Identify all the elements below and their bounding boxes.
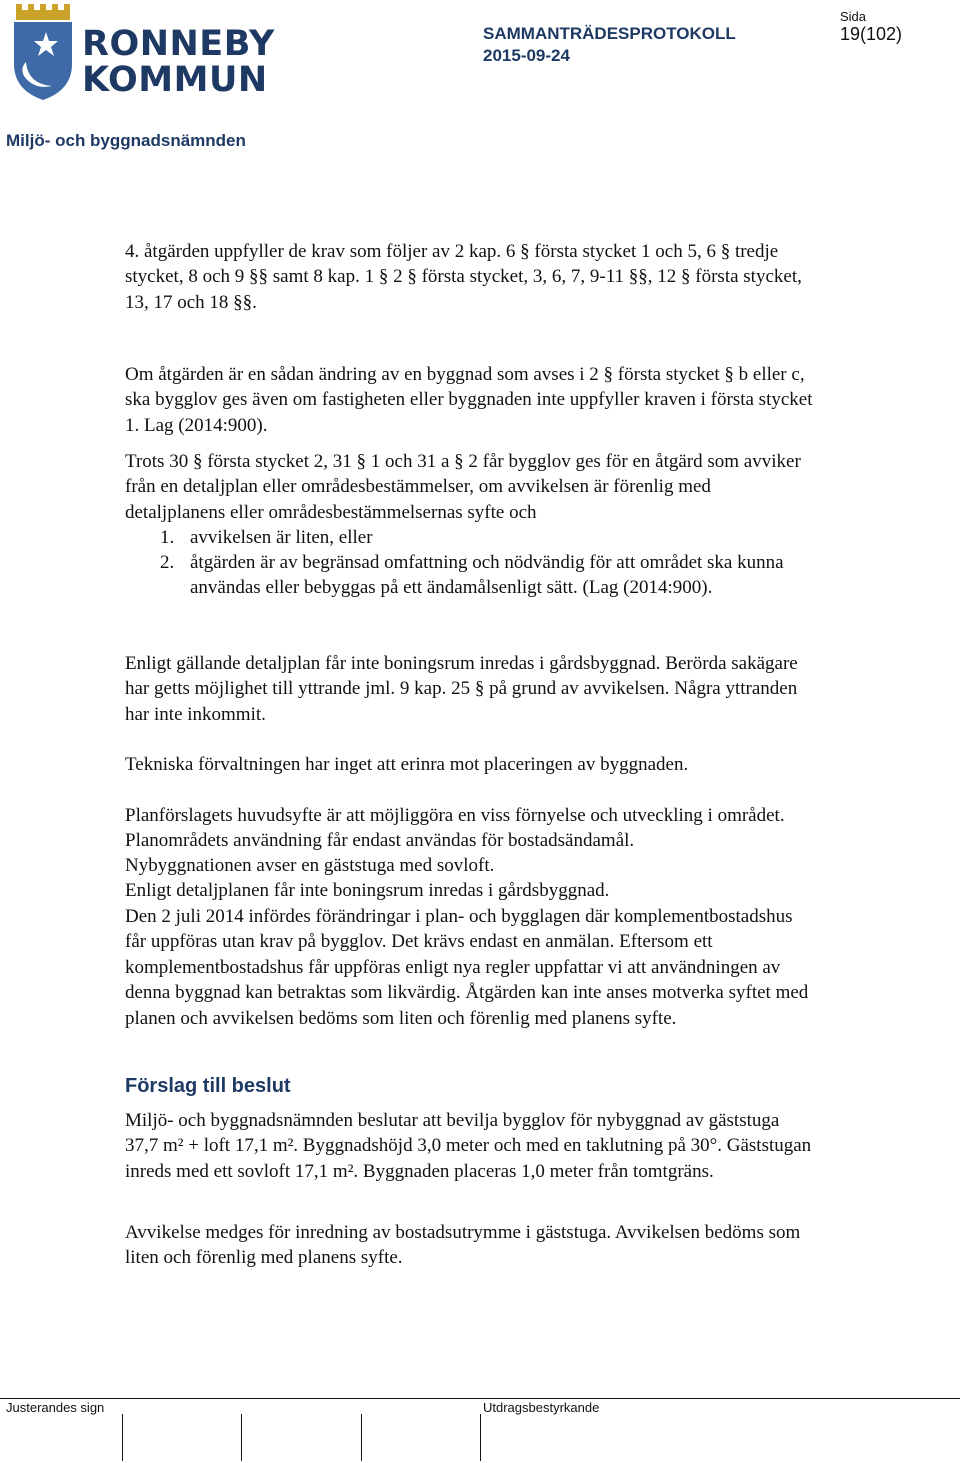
footer-divider: [0, 1398, 960, 1399]
page-label: Sida: [840, 9, 867, 24]
list-number: 2.: [160, 552, 175, 573]
signature-box-divider: [122, 1414, 123, 1461]
document-type: SAMMANTRÄDESPROTOKOLL: [483, 24, 736, 43]
paragraph-nybyggnation: Nybyggnationen avser en gäststuga med sovloft.: [125, 855, 495, 876]
paragraph-condition-4: 4. åtgärden uppfyller de krav som följer av 2 kap. 6 § första stycket 1 och 5, 6 § tredje stycket, 8 och 9 §§ samt 8 kap. 1 § 2 § första stycket, 3, 6, 7, 9-11 §§, 12 § första stycket, 13, 17 och 18 §§.: [125, 241, 802, 313]
paragraph-pbl-andring: Den 2 juli 2014 infördes förändringar i plan- och bygglagen där komplementbostadshus får uppföras utan krav på bygglov. Det krävs endast en anmälan. Eftersom ett komplementbostadshus får uppföras enligt nya regler uppfattar vi att användningen av denna byggnad kan betraktas som likvärdig. Åtgärden kan inte anses motverka syftet med planen och avvikelsen bedöms som liten och förenlig med planens syfte.: [125, 906, 809, 1029]
signature-box-divider: [361, 1414, 362, 1461]
list-number: 1.: [160, 527, 175, 548]
paragraph-beslut: Miljö- och byggnadsnämnden beslutar att bevilja bygglov för nybyggnad av gäststuga 37,7 m² + loft 17,1 m². Byggnadshöjd 3,0 meter och med en taklutning på 30°. Gäststugan inreds med ett sovloft 17,1 m². Byggnaden placeras 1,0 meter från tomtgräns.: [125, 1110, 812, 1182]
paragraph-andring: Om åtgärden är en sådan ändring av en byggnad som avses i 2 § första stycket § b eller c, ska bygglov ges även om fastigheten eller byggnaden inte uppfyller kraven i första stycket 1. Lag (2014:900).: [125, 364, 813, 436]
section-heading: Förslag till beslut: [125, 1075, 291, 1097]
committee-name: Miljö- och byggnadsnämnden: [6, 131, 246, 150]
list-text: åtgärden är av begränsad omfattning och nödvändig för att området ska kunna användas eller bebyggas på ett ändamålsenligt sätt. (Lag (2014:900).: [190, 552, 784, 599]
brand-name-line2: KOMMUN: [82, 60, 268, 100]
footer-utdragsbestyrkande: Utdragsbestyrkande: [483, 1400, 600, 1415]
page-number: 19(102): [840, 24, 903, 44]
paragraph-tekniska: Tekniska förvaltningen har inget att erinra mot placeringen av byggnaden.: [125, 754, 689, 775]
document-date: 2015-09-24: [483, 46, 570, 65]
list-item: [125, 550, 815, 628]
paragraph-avvikelse: Avvikelse medges för inredning av bostadsutrymme i gäststuga. Avvikelsen bedöms som liten och förenlig med planens syfte.: [125, 1222, 801, 1269]
paragraph-planforslag: Planförslagets huvudsyfte är att möjliggöra en viss förnyelse och utveckling i området. Planområdets användning får endast användas för bostadsändamål.: [125, 805, 785, 852]
paragraph-trots: Trots 30 § första stycket 2, 31 § 1 och 31 a § 2 får bygglov ges för en åtgärd som avviker från en detaljplan eller områdesbestämmelser, om avvikelsen är förenlig med detaljplanens eller områdesbestämmelsernas syfte och: [125, 451, 801, 523]
signature-box-divider: [480, 1414, 481, 1461]
brand-name-line1: RONNEBY: [82, 24, 275, 64]
list-item: [125, 525, 815, 551]
paragraph-enligt-detaljplan: Enligt detaljplanen får inte boningsrum inredas i gårdsbyggnad.: [125, 880, 610, 901]
footer-justerandes-sign: Justerandes sign: [6, 1400, 105, 1415]
signature-box-divider: [241, 1414, 242, 1461]
paragraph-detaljplan: Enligt gällande detaljplan får inte boningsrum inredas i gårdsbyggnad. Berörda sakägare har getts möjlighet till yttrande jml. 9 kap. 25 § på grund av avvikelsen. Några yttranden har inte inkommit.: [125, 653, 798, 725]
list-text: avvikelsen är liten, eller: [190, 527, 373, 548]
